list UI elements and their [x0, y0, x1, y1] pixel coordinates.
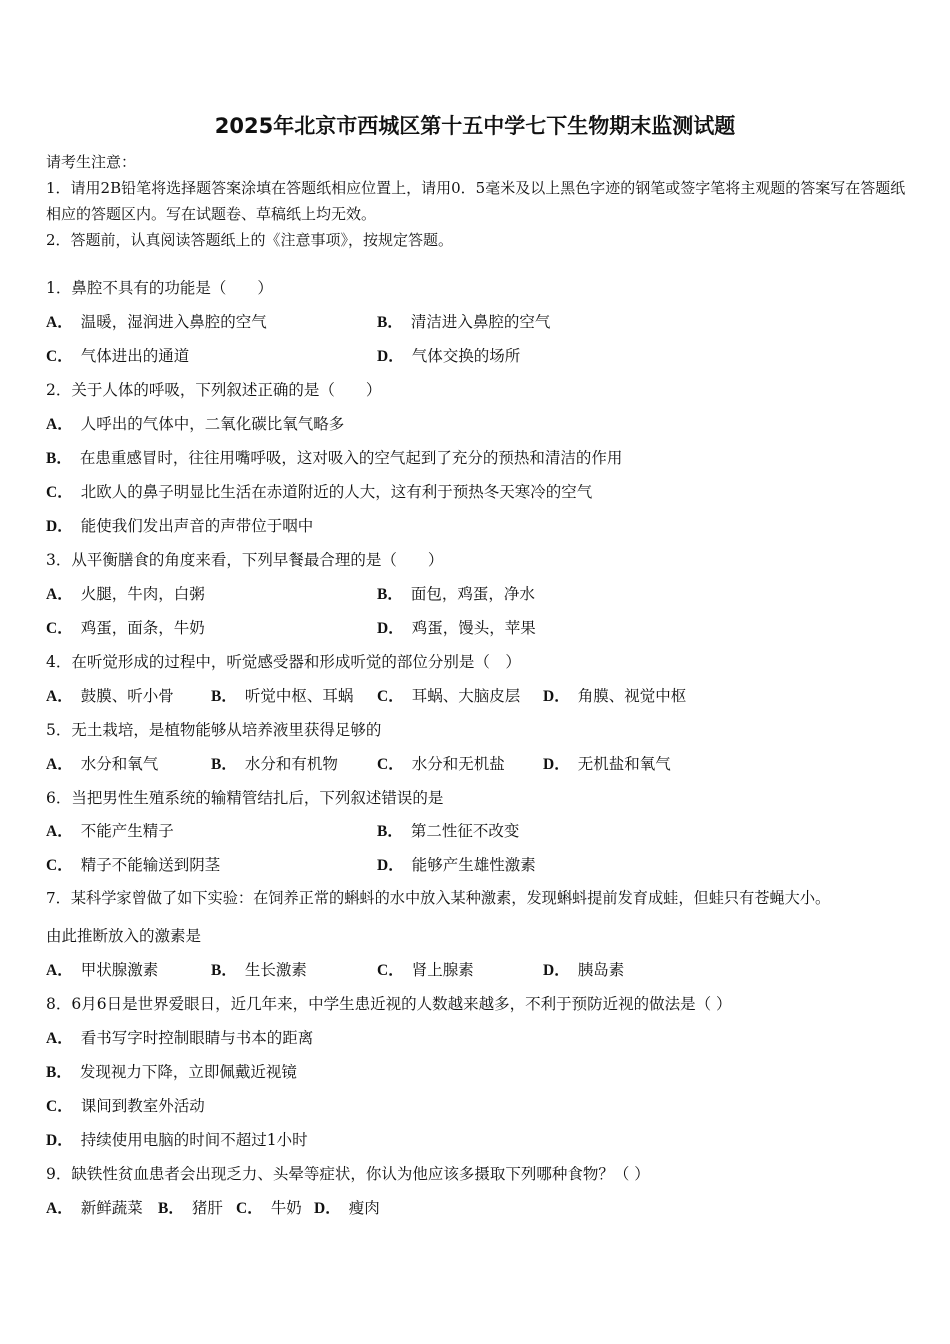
question-1-stem: 1．鼻腔不具有的功能是（ ）	[46, 279, 273, 297]
question-1-options-row-1	[46, 310, 916, 332]
option-b: B． 听觉中枢、耳蜗	[211, 687, 354, 705]
option-b: B． 清洁进入鼻腔的空气	[377, 313, 551, 331]
question-4-stem: 4．在听觉形成的过程中，听觉感受器和形成听觉的部位分别是（ ）	[46, 653, 521, 671]
question-3-options-row-2	[46, 616, 916, 638]
option-b: B． 第二性征不改变	[377, 822, 520, 840]
option-a: A． 水分和氧气	[46, 755, 159, 773]
question-5-stem: 5．无土栽培，是植物能够从培养液里获得足够的	[46, 721, 382, 739]
notice-heading: 请考生注意：	[46, 153, 137, 171]
option-a: A． 鼓膜、听小骨	[46, 687, 174, 705]
option-b: B． 猪肝	[158, 1199, 223, 1217]
option-c: C． 课间到教室外活动	[46, 1097, 205, 1115]
option-d: D． 气体交换的场所	[377, 347, 521, 365]
option-c: C． 水分和无机盐	[377, 755, 505, 773]
option-a: A． 不能产生精子	[46, 822, 174, 840]
question-1-options-row-2	[46, 344, 916, 366]
question-6-options-row-2	[46, 853, 916, 875]
option-d: D． 鸡蛋，馒头，苹果	[377, 619, 536, 637]
question-3-stem: 3．从平衡膳食的角度来看，下列早餐最合理的是（ ）	[46, 551, 444, 569]
question-5-options	[46, 752, 916, 774]
option-a: A． 温暖，湿润进入鼻腔的空气	[46, 313, 267, 331]
question-8-stem: 8．6月6日是世界爱眼日，近几年来，中学生患近视的人数越来越多，不利于预防近视的做法是（ ）	[46, 995, 732, 1013]
option-d: D． 持续使用电脑的时间不超过1小时	[46, 1131, 308, 1149]
option-b: B． 发现视力下降，立即佩戴近视镜	[46, 1063, 297, 1081]
option-c: C． 牛奶	[236, 1199, 302, 1217]
option-c: C． 精子不能输送到阴茎	[46, 856, 221, 874]
question-9-stem: 9．缺铁性贫血患者会出现乏力、头晕等症状，你认为他应该多摄取下列哪种食物？（ ）	[46, 1165, 650, 1183]
page-title: 2025年北京市西城区第十五中学七下生物期末监测试题	[214, 114, 736, 138]
question-7-stem-continued: 由此推断放入的激素是	[46, 927, 202, 945]
option-b: B． 水分和有机物	[211, 755, 338, 773]
option-d: D． 瘦肉	[314, 1199, 380, 1217]
option-b: B． 在患重感冒时，往往用嘴呼吸，这对吸入的空气起到了充分的预热和清洁的作用	[46, 449, 623, 467]
question-6-stem: 6．当把男性生殖系统的输精管结扎后，下列叙述错误的是	[46, 789, 444, 807]
question-4-options	[46, 684, 916, 706]
question-7-stem: 7．某科学家曾做了如下实验：在饲养正常的蝌蚪的水中放入某种激素，发现蝌蚪提前发育成蛙，但蛙只有苍蝇大小。	[46, 889, 831, 907]
option-b: B． 生长激素	[211, 961, 307, 979]
question-7-options	[46, 958, 916, 980]
question-9-options	[46, 1196, 916, 1218]
option-d: D． 无机盐和氧气	[543, 755, 671, 773]
option-d: D． 能使我们发出声音的声带位于咽中	[46, 517, 314, 535]
question-6-options-row-1	[46, 819, 916, 841]
option-c: C． 气体进出的通道	[46, 347, 190, 365]
option-a: A． 甲状腺激素	[46, 961, 159, 979]
option-d: D． 角膜、视觉中枢	[543, 687, 687, 705]
notice-item-1: 1．请用2B铅笔将选择题答案涂填在答题纸相应位置上，请用0．5毫米及以上黑色字迹的钢笔或签字笔将主观题的答案写在答题纸相应的答题区内。写在试题卷、草稿纸上均无效。	[46, 179, 906, 223]
option-a: A． 看书写字时控制眼睛与书本的距离	[46, 1029, 314, 1047]
option-a: A． 新鲜蔬菜	[46, 1199, 143, 1217]
option-c: C． 北欧人的鼻子明显比生活在赤道附近的人大，这有利于预热冬天寒冷的空气	[46, 483, 593, 501]
option-b: B． 面包，鸡蛋，净水	[377, 585, 535, 603]
question-3-options-row-1	[46, 582, 916, 604]
option-d: D． 能够产生雄性激素	[377, 856, 536, 874]
notice-item-2: 2．答题前，认真阅读答题纸上的《注意事项》，按规定答题。	[46, 231, 454, 249]
option-c: C． 肾上腺素	[377, 961, 474, 979]
option-c: C． 耳蜗、大脑皮层	[377, 687, 521, 705]
option-a: A． 火腿，牛肉，白粥	[46, 585, 205, 603]
option-a: A． 人呼出的气体中，二氧化碳比氧气略多	[46, 415, 345, 433]
option-c: C． 鸡蛋，面条，牛奶	[46, 619, 205, 637]
option-d: D． 胰岛素	[543, 961, 625, 979]
question-2-stem: 2．关于人体的呼吸，下列叙述正确的是（ ）	[46, 381, 382, 399]
